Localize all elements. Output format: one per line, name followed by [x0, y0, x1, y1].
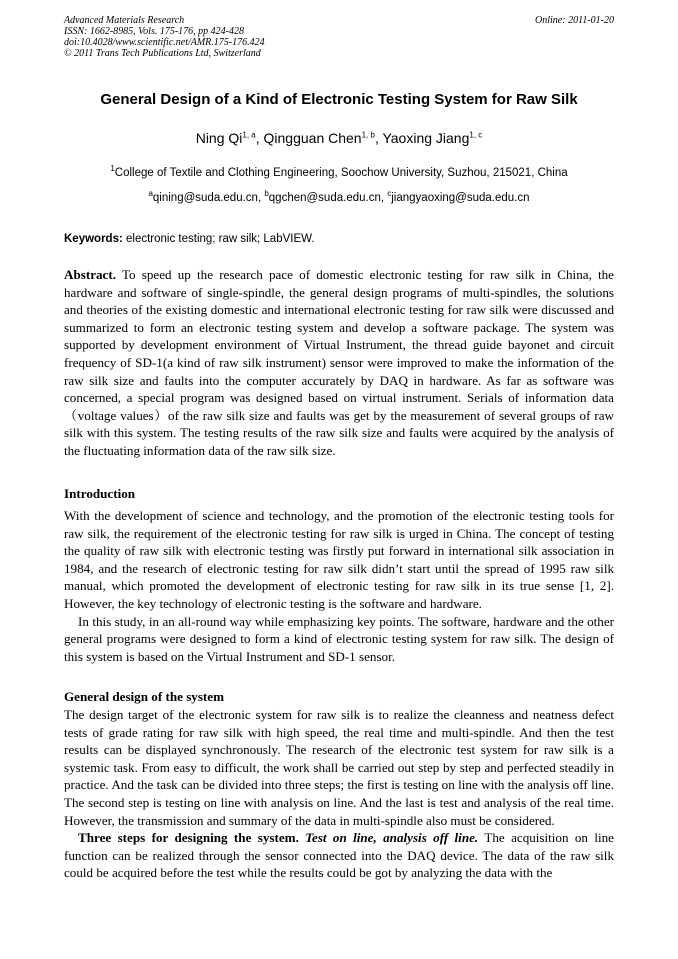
paper-title: General Design of a Kind of Electronic Testing System for Raw Silk [100, 91, 578, 108]
email-sup: a [148, 189, 153, 199]
three-steps-paragraph [64, 829, 614, 882]
introduction-heading: Introduction [64, 486, 136, 501]
author-name: Ning Qi [195, 130, 243, 146]
email-link[interactable]: qining@suda.edu.cn [152, 192, 258, 204]
author-sup: 1, a [242, 130, 256, 140]
three-steps-label: Three steps for designing the system. [78, 830, 299, 846]
introduction-section [64, 507, 614, 665]
paragraph: The design target of the electronic system for raw silk is to realize the cleanness and neatness defect tests of grade rating for raw silk with high speed, the real time and multi-spindle. And then the test results can be displayed synchronously. The research of the electronic test system for raw silk is a systemic task. From easy to difficult, the work shall be carried out step by step and perfected steadily in practice. And the task can be divided into three steps; the first is testing on line with the analysis off line. The second step is testing on line with analysis on line. And the last is test and analysis of the real time. However, the transmission and summary of the data in multi-spindle also must be considered. [64, 707, 614, 828]
abstract-text: To speed up the research pace of domestic electronic testing for raw silk in China, the hardware and software of single-spindle, the general design programs of multi-spindles, the solutions and theories of the existing domestic and international electronic testing for raw silk were discussed and summarized to form an electronic testing system and develop a software package. The system was supported by development environment of Virtual Instrument, the thread guide bayonet and circuit frequency of SD-1(a kind of raw silk instrument) sensor were improved to make the information of the raw silk size and faults into the computer accurately by DAQ in hardware. As far as software was concerned, a special program was designed based on virtual instrument. Serials of information data（voltage values）of the raw silk size and faults was get by the measurement of several groups of raw silk with this system. The testing results of the raw silk size and faults were acquired by the analysis of the fluctuating information data of the raw silk size. [64, 267, 614, 458]
keywords-text: electronic testing; raw silk; LabVIEW. [126, 233, 315, 245]
copyright-line: © 2011 Trans Tech Publications Ltd, Switzerland [64, 48, 261, 59]
author-name: Yaoxing Jiang [382, 130, 470, 146]
keywords [64, 232, 315, 247]
online-date: Online: 2011-01-20 [535, 15, 614, 26]
author-sup: 1, c [469, 130, 483, 140]
author-list: Ning Qi$^{1, a}$, Qingguan Chen$^{1, b}$, Yaoxing Jiang$^{1, c}$ [195, 130, 483, 146]
author-sup: 1, b [361, 130, 375, 140]
journal-name: Advanced Materials Research [64, 15, 185, 26]
doi-line: doi:10.4028/www.scientific.net/AMR.175-176.424 [64, 37, 265, 48]
keywords-label: Keywords: [64, 233, 123, 245]
three-steps-text: The acquisition on line function can be realized through the sensor connected into the DAQ device. The data of the raw silk could be acquired before the test while the results could be got by analyzing the data with the [64, 830, 614, 881]
email-link[interactable]: jiangyaoxing@suda.edu.cn [391, 192, 530, 204]
email-sup: b [264, 189, 269, 199]
issn-line: ISSN: 1662-8985, Vols. 175-176, pp 424-428 [64, 26, 244, 37]
abstract [64, 266, 614, 460]
paragraph: With the development of science and technology, and the promotion of the electronic testing tools for raw silk, the requirement of the electronic testing for raw silk is urged in China. The concept of testing the quality of raw silk with electronic testing was firstly put forward in international silk association in 1984, and the research of electronic testing for raw silk didn’t start until the spread of 1995 raw silk manual, which promoted the development of electronic testing for raw silk in its true sense [1, 2]. However, the key technology of electronic testing is the software and hardware. [64, 508, 614, 611]
general-design-heading: General design of the system [64, 689, 225, 704]
abstract-label: Abstract. [64, 267, 116, 282]
email-link[interactable]: qgchen@suda.edu.cn [268, 192, 381, 204]
affiliation-sup: 1 [110, 164, 115, 174]
email-sup: c [387, 189, 392, 199]
author-name: Qingguan Chen [263, 130, 362, 146]
paragraph: In this study, in an all-round way while emphasizing key points. The software, hardware and the other general programs were designed to form a kind of electronic testing system for raw silk. The design of this system is based on the Virtual Instrument and SD-1 sensor. [64, 613, 614, 664]
email-list: $^a$qining@suda.edu.cn, $^b$qgchen@suda.edu.cn, $^c$jiangyaoxing@suda.edu.cn [148, 189, 530, 204]
test-online-label: Test on line, analysis off line. [305, 830, 479, 846]
affiliation-text: College of Textile and Clothing Engineering, Soochow University, Suzhou, 215021, China [114, 167, 568, 179]
general-design-section [64, 706, 614, 882]
affiliation [0, 166, 678, 181]
journal-header [64, 15, 265, 59]
